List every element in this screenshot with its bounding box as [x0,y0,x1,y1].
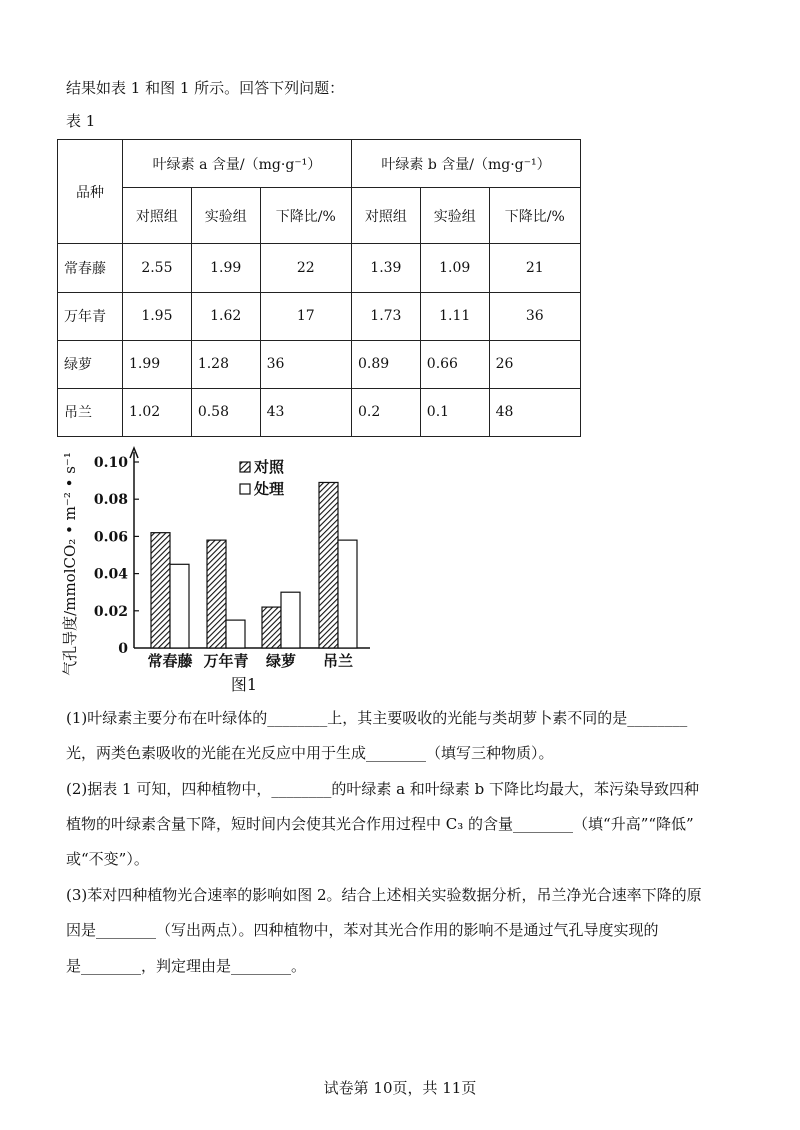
species-name: 吊兰 [58,388,123,436]
question-1-line-2: 光，两类色素吸收的光能在光反应中用于生成________（填写三种物质）。 [66,744,554,762]
table-cell: 17 [260,292,351,340]
question-2-line-3: 或“不变”）。 [66,850,149,868]
bar-control [207,540,226,648]
question-3-line-2: 因是________（写出两点）。四种植物中，苯对其光合作用的影响不是通过气孔导度实现的 [66,921,659,939]
table-cell: 43 [260,388,351,436]
table-cell: 0.58 [191,388,260,436]
table-row [58,244,581,292]
table-cell: 1.28 [191,340,260,388]
sub-header: 对照组 [123,188,192,244]
sub-header: 对照组 [351,188,420,244]
bar-treatment [338,540,357,648]
question-2-line-1: (2)据表 1 可知，四种植物中，________的叶绿素 a 和叶绿素 b 下降比均最大，苯污染导致四种 [66,780,699,798]
bar-control [151,533,170,648]
legend-swatch [240,462,250,472]
table-cell: 1.11 [420,292,489,340]
y-tick-label: 0.10 [93,455,128,471]
species-name: 常春藤 [58,244,123,292]
chlorophyll-table [57,139,581,437]
species-name: 万年青 [58,292,123,340]
table-cell: 0.89 [351,340,420,388]
x-tick-label: 绿萝 [265,652,297,670]
page-footer: 试卷第 10页，共 11页 [323,1079,477,1097]
table-cell: 26 [489,340,580,388]
bar-treatment [281,592,300,648]
table-cell: 1.62 [191,292,260,340]
bar-treatment [226,620,245,648]
table-cell: 21 [489,244,580,292]
y-tick-label: 0.08 [93,492,128,509]
table-row [58,388,581,436]
table-cell: 0.1 [420,388,489,436]
question-1-line-1: (1)叶绿素主要分布在叶绿体的________上，其主要吸收的光能与类胡萝卜素不同的是________ [66,709,688,727]
species-name: 绿萝 [58,340,123,388]
x-tick-label: 常春藤 [147,652,193,670]
table-cell: 0.66 [420,340,489,388]
question-3-line-1: (3)苯对四种植物光合速率的影响如图 2。结合上述相关实验数据分析，吊兰净光合速率下降的原 [66,886,702,904]
y-tick-label: 0 [118,641,128,657]
chart-title: 图1 [230,675,258,694]
x-tick-label: 吊兰 [322,652,354,670]
table-cell: 1.73 [351,292,420,340]
table-cell: 48 [489,388,580,436]
table-cell: 0.2 [351,388,420,436]
bar-treatment [170,564,189,648]
question-3-line-3: 是________，判定理由是________。 [66,957,307,975]
table-row [58,340,581,388]
legend-label: 对照 [254,458,285,476]
stomatal-conductance-chart [60,440,380,700]
table-cell: 22 [260,244,351,292]
sub-header: 下降比/% [260,188,351,244]
table-cell: 1.39 [351,244,420,292]
species-header: 品种 [58,140,123,244]
table-cell: 1.99 [123,340,192,388]
table-row [58,292,581,340]
table-cell: 36 [260,340,351,388]
bar-control [319,482,338,648]
table-cell: 1.95 [123,292,192,340]
legend-swatch [240,484,250,494]
y-axis-label: 气孔导度/mmolCO₂ • m⁻² • s⁻¹ [61,452,79,676]
y-tick-label: 0.06 [93,529,128,546]
table-cell: 1.99 [191,244,260,292]
sub-header: 下降比/% [489,188,580,244]
table-cell: 1.02 [123,388,192,436]
legend-label: 处理 [254,480,285,498]
y-tick-label: 0.02 [93,603,128,620]
x-tick-label: 万年青 [203,652,249,670]
sub-header: 实验组 [191,188,260,244]
chlorophyll-a-header: 叶绿素 a 含量/（mg·g⁻¹） [123,140,352,188]
intro-text: 结果如表 1 和图 1 所示。回答下列问题： [66,79,345,97]
chlorophyll-b-header: 叶绿素 b 含量/（mg·g⁻¹） [351,140,580,188]
chart-svg [60,440,380,700]
table-cell: 36 [489,292,580,340]
y-tick-label: 0.04 [93,566,128,583]
table-cell: 1.09 [420,244,489,292]
table-title: 表 1 [66,112,96,130]
sub-header: 实验组 [420,188,489,244]
question-2-line-2: 植物的叶绿素含量下降，短时间内会使其光合作用过程中 C₃ 的含量________（填“升高”“降低” [66,815,694,833]
bar-control [262,607,281,648]
table-cell: 2.55 [123,244,192,292]
